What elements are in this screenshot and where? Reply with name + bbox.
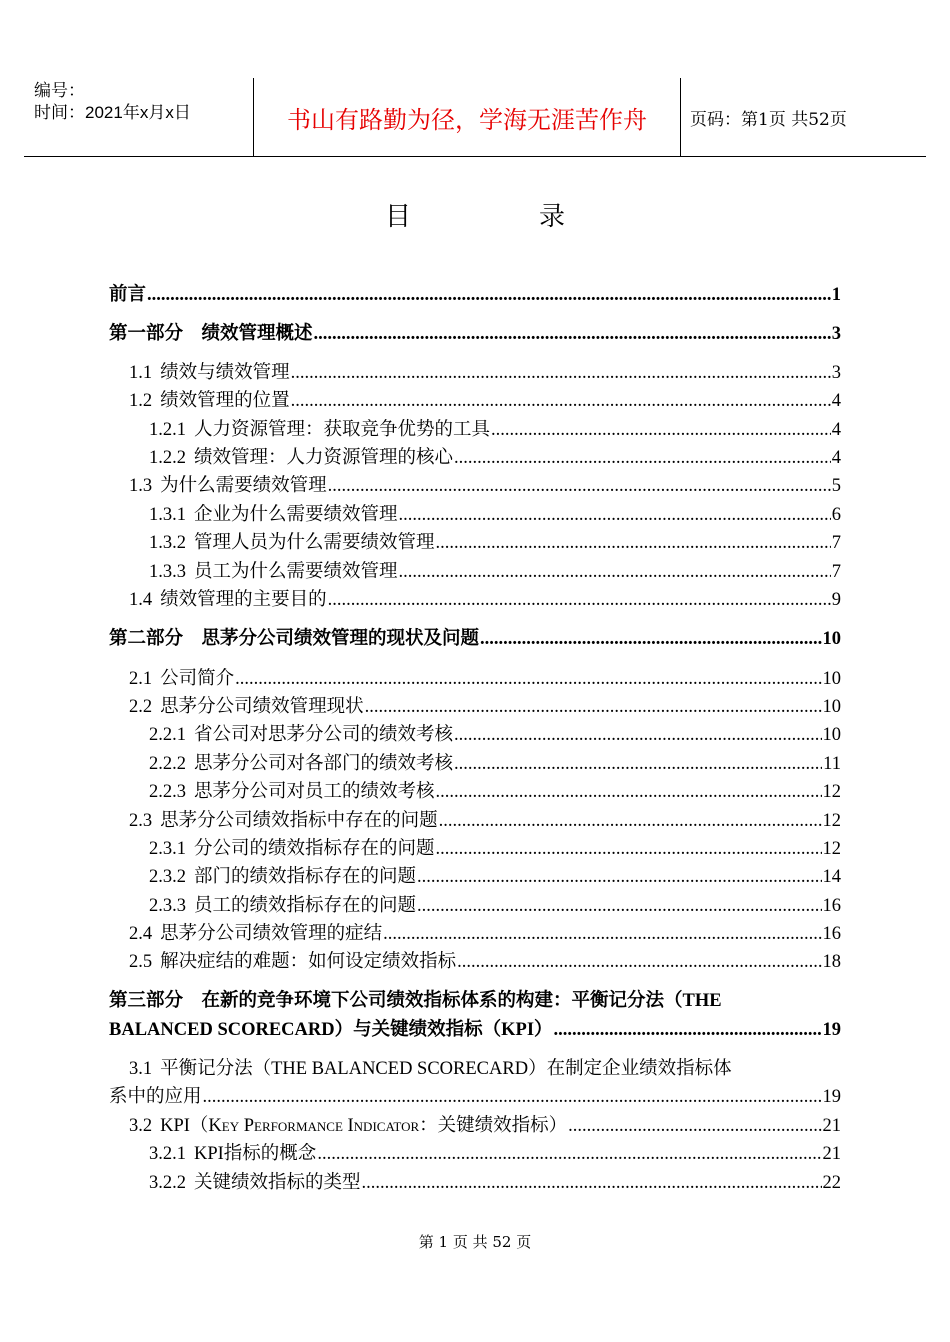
toc-entry-part3-line1[interactable]: 第三部分 在新的竞争环境下公司绩效指标体系的构建：平衡记分法（THE — [109, 991, 722, 1011]
time-label: 时间：2021年x月x日 — [34, 103, 191, 122]
toc-entry[interactable]: 3.2.1 KPI指标的概念 ..... 21 — [109, 1139, 841, 1165]
toc-entry[interactable]: 1.1 绩效与绩效管理 ..... 3 — [109, 358, 841, 384]
toc-entry-part2[interactable]: 第二部分 思茅分公司绩效管理的现状及问题 ..... 10 — [109, 624, 841, 650]
header-meta — [34, 78, 254, 158]
toc-entry[interactable]: 1.2.1 人力资源管理：获取竞争优势的工具 ..... 4 — [109, 415, 841, 441]
toc-entry[interactable]: 2.3 思茅分公司绩效指标中存在的问题 ..... 12 — [109, 806, 841, 832]
toc-entry-preface[interactable]: 前言 ..... 1 — [109, 280, 841, 306]
toc-entry[interactable]: 2.5 解决症结的难题：如何设定绩效指标 ..... 18 — [109, 947, 841, 973]
page-header — [24, 78, 926, 157]
toc-entry-part3[interactable]: BALANCED SCORECARD）与关键绩效指标（KPI） ..... 19 — [109, 1015, 841, 1041]
toc-entry[interactable]: 1.3.2 管理人员为什么需要绩效管理 ..... 7 — [109, 528, 841, 554]
toc-entry[interactable]: 2.2.2 思茅分公司对各部门的绩效考核 ..... 11 — [109, 749, 841, 775]
toc-entry[interactable]: 2.2 思茅分公司绩效管理现状 ..... 10 — [109, 692, 841, 718]
toc-entry[interactable]: 2.3.2 部门的绩效指标存在的问题 ..... 14 — [109, 862, 841, 888]
toc-entry[interactable]: 1.3.3 员工为什么需要绩效管理 ..... 7 — [109, 557, 841, 583]
toc-entry[interactable]: 2.1 公司简介 ..... 10 — [109, 664, 841, 690]
header-motto: 书山有路勤为径，学海无涯苦作舟 — [253, 78, 681, 156]
toc-entry-part1[interactable]: 第一部分 绩效管理概述 ..... 3 — [109, 319, 841, 345]
toc-entry[interactable]: 1.4 绩效管理的主要目的 ..... 9 — [109, 585, 841, 611]
toc-entry[interactable]: 3.2 KPI（Key Performance Indicator：关键绩效指标） ..... 21 — [109, 1111, 841, 1137]
toc-entry[interactable]: 2.3.1 分公司的绩效指标存在的问题 ..... 12 — [109, 834, 841, 860]
code-label: 编号： — [34, 81, 85, 100]
toc-entry-3-1-line1[interactable]: 3.1 平衡记分法（THE BALANCED SCORECARD）在制定企业绩效指标体 — [129, 1059, 732, 1079]
toc-entry-3-1[interactable]: 系中的应用 ..... 19 — [109, 1082, 841, 1108]
toc-entry[interactable]: 1.3.1 企业为什么需要绩效管理 ..... 6 — [109, 500, 841, 526]
toc-entry[interactable]: 1.2 绩效管理的位置 ..... 4 — [109, 386, 841, 412]
toc-entry[interactable]: 2.4 思茅分公司绩效管理的症结 ..... 16 — [109, 919, 841, 945]
toc-entry[interactable]: 1.3 为什么需要绩效管理 ..... 5 — [109, 471, 841, 497]
toc-entry[interactable]: 2.3.3 员工的绩效指标存在的问题 ..... 16 — [109, 891, 841, 917]
toc-title-left: 目 — [384, 202, 411, 232]
toc-title-right: 录 — [539, 202, 566, 232]
toc-entry[interactable]: 3.2.2 关键绩效指标的类型 ..... 22 — [109, 1168, 841, 1194]
toc-title — [0, 196, 950, 233]
toc-entry[interactable]: 2.2.1 省公司对思茅分公司的绩效考核 ..... 10 — [109, 720, 841, 746]
header-page-info: 页码：第1页 共52页 — [690, 109, 847, 130]
toc-entry[interactable]: 2.2.3 思茅分公司对员工的绩效考核 ..... 12 — [109, 777, 841, 803]
page-footer: 第 1 页 共 52 页 — [418, 1233, 532, 1251]
toc-entry[interactable]: 1.2.2 绩效管理：人力资源管理的核心 ..... 4 — [109, 443, 841, 469]
